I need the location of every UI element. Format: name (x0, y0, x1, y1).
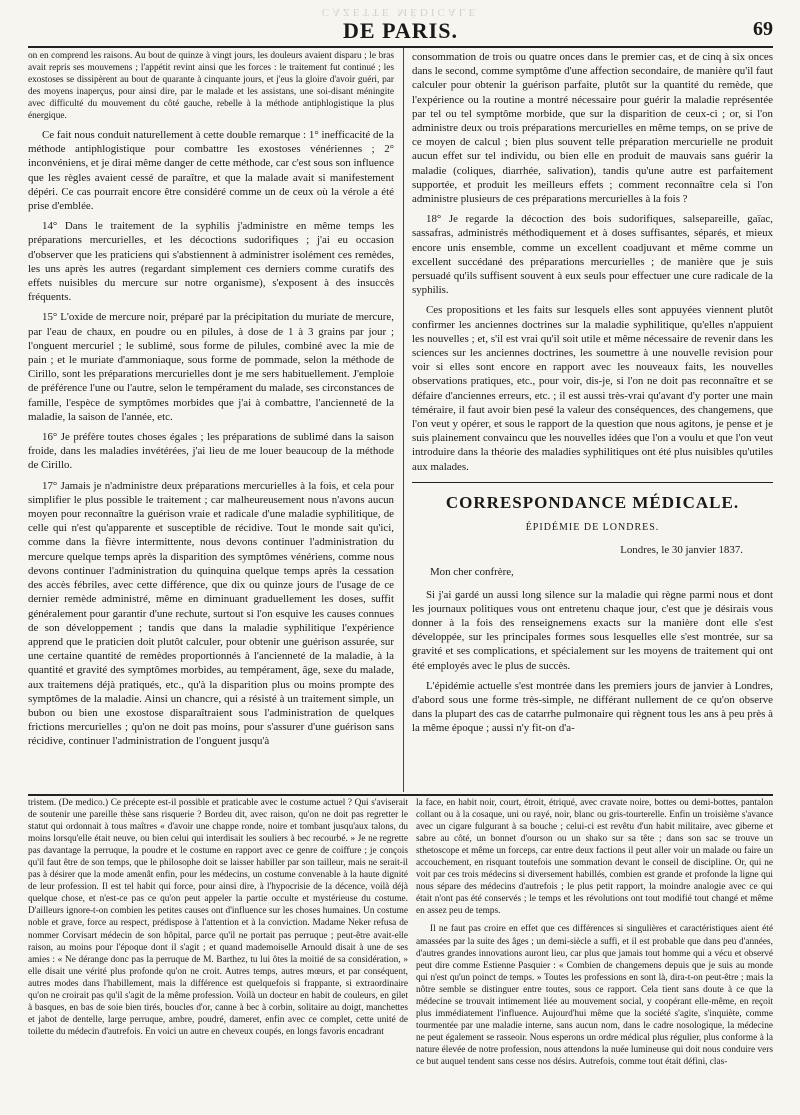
section-subtitle: ÉPIDÉMIE DE LONDRES. (525, 521, 660, 533)
header-rule (28, 46, 773, 48)
paragraph: Ces propositions et les faits sur lesquels elles sont appuyées viennent plutôt confirmer les anciennes doctrines sur la maladie syphilitique, qu'elles n'appuient les nouvelles ; et, s'il est vrai qu'il soit utile et même nécessaire de revenir dans les sciences sur les anciennes doctrines, les soumettre à une nouvelle revision pour voir si elles sont encore en rapport avec les nouveaux faits, les nouvelles observations pratiques, etc., pour voir, dis-je, si l'on ne doit pas reconnaître et se défaire d'anciennes erreurs, etc. ; il est aussi très-vrai qu'avant d'y porter une main téméraire, il faut avoir bien pesé la valeur des conséquences, des changemens, que l'on veut y opérer, et sous le rapport de la question que nous agitons, je pense et je suis plainement convaincu que les nouvelles idées que l'on a voulu et que l'on veut introduire dans la théorie des maladies syphilitiques ont été plus nuisibles qu'utiles aux malades. (412, 304, 773, 473)
letter-date: Londres, le 30 janvier 1837. (620, 544, 743, 557)
left-column (28, 50, 394, 792)
page-number: 69 (753, 18, 773, 40)
paragraph: consommation de trois ou quatre onces dans le premier cas, et de cinq à six onces dans le second, comme symptôme d'une affection secondaire, de manière qu'il faut calculer pour obtenir la guérison parfaite, plutôt sur la quantité du remède, que l'expérience ou la routine a montré nécessaire pour guérir la maladie représentée par tel ou tel symptôme morbide, que sur la disparition de ceux-ci ; or, si l'on administre deux ou trois préparations mercurielles en même temps, on se prive de ce moyen de calcul ; bien plus souvent telle préparation mercurielle ne produit aucun effet sur tel individu, ou bien elle en produit de mauvais sans guérir la maladie (coliques, diarrhée, salivation), tandis qu'une autre est parfaitement supportée, et produit les meilleurs effets ; comment reconnaître cela si l'on administre plusieurs de ces préparations mercurielles à la fois ? (412, 51, 773, 206)
paragraph: L'épidémie actuelle s'est montrée dans les premiers jours de janvier à Londres, d'abord sous une forme très-simple, ne différant nullement de ce qu'on observe dans la plupart des cas de catarrhe pulmonaire qui règnent tous les ans à peu près à la même époque ; aussi n'y fit-on d'a- (412, 679, 773, 735)
letter-salutation: Mon cher confrère, (430, 566, 514, 579)
paragraph: 15° L'oxide de mercure noir, préparé par la précipitation du muriate de mercure, par l'eau de chaux, en poudre ou en pilules, à dose de 1 à 3 grains par jour ; l'onguent mercuriel ; le sublimé, sous forme de pilules, combiné avec la mie de pain ; et le muriate d'ammoniaque, sous forme de pommade, selon la méthode de Cirillo, sont les préparations mercurielles dont je me sers habituellement. J'emploie de préférence l'une ou l'autre, selon le tempérament du malade, ses circonstances de famille, l'espèce de symptômes morbides que j'ai à combattre, l'ancienneté de la maladie, la saison de l'année, etc. (28, 311, 394, 423)
column-divider (403, 48, 404, 792)
paragraph: tristem. (De medico.) Ce précepte est-il possible et praticable avec le costume actuel ? Qui s'aviserait de soutenir une pareille thèse sans risquerie ? Bordeu dit, avec raison, qu'on ne doit pas regretter le statut qui ordonnait à tous maîtres « d'avoir une chappe ronde, noire et tombant jusqu'aux talons, du moins lorsqu'elle était neuve, ou bien celui qui interdisait les souliers à bec recourbé. » Je ne regrette pas davantage la perruque, la poudre et le costume en rapport avec ce genre de coiffure ; je conçois qu'il faut être de son temps, que le philosophe doit se laisser habiller par son tailleur, mais ne serait-il pas à désirer que la mode amenât enfin, pour les médecins, un costume convenable à la haute dignité de leur profession. Il est tel habit qui force, pour ainsi dire, à l'hypocrisie de la décence, voilà déjà quelque chose, et n'est-ce pas ce qu'on peut appeler la partie occulte et mystérieuse du costume. D'ailleurs ignore-t-on combien les petites causes ont d'influence sur les choses humaines. Un costume noble et grave, force au respect, prédispose à l'attention et à la conviction. Madame Neker refusa de nommer Corvisart médecin de son hôpital, parce qu'il ne portait pas perruque ; peut-être avait-elle raison, au moins pour l'époque dont il s'agit ; et quand mademoiselle Arnould disait à une de ses amies : « Ne dérange donc pas la perruque de M. Barthez, tu lui ôtes la moitié de sa considération, » elle disait une vérité plus profonde qu'on ne croit. Autres temps, autres mœurs, et par conséquent, autres modes dans l'habillement, mais la différence est quelquefois si frappante, si extraordinaire qu'on ne croirait pas qu'il s'agit de la même profession. Voilà un docteur en habit de couleurs, en gilet à basques, en bas de soie bien tirés, boucles d'or, canne à bec à corbin, solitaire au doigt, manchettes et jabot de dentelle, large perruque, ambre, poudré, dameret, enfin avec ce complet, cette unité de toilette du médecin d'autrefois. En voici un autre en cheveux coupés, en longs favoris encadrant (28, 798, 408, 1037)
bleed-through-text: CAZETTE MÉDICALE (321, 6, 479, 18)
feuilleton-rule (28, 794, 773, 796)
paragraph: 17° Jamais je n'administre deux préparations mercurielles à la fois, et cela pour simplifier le plus possible le traitement ; car malheureusement nous n'avons aucun moyen pour reconnaître la guérison vraie et radicale d'une maladie syphilitique, de celle qui n'est qu'apparente et susceptible de récidive. Tout le monde sait qu'ici, comme dans la fièvre intermittente, nous devons continuer l'administration du mercure quelque temps après la disparition des symptômes vénériens, comme nous devons continuer l'administration du quinquina quelque temps après la cessation des accès fébriles, avec cette différence, que dix ou quinze jours de l'usage de ce dernier remède administré, même en diminuant graduellement les doses, suffit généralement pour garantir d'une rechute, surtout si l'on esquive les causes connues de son développement ; tandis que dans la maladie syphilitique l'expérience apprend que le praticien doit plutôt calculer, pour obtenir une guérison assurée, sur une certaine quantité de remèdes proportionnés à l'ancienneté de la maladie, à la quantité et gravité des symptômes morbides, au tempérament, âge, sexe du malade, aux traitemens déjà pratiqués, etc., qu'à la disparition plus ou moins prompte des symptômes de la maladie. Ainsi un chancre, qui a résisté à un traitement simple, un bubon ou bien une exostose disparaîtraient sous l'administration de quelques frictions mercurielles ; qu'on ne doit pas moins, pour s'assurer d'une guérison sans récidive, continuer l'administration de l'onguent jusqu'à (28, 479, 394, 748)
paragraph: 16° Je préfère toutes choses égales ; les préparations de sublimé dans la saison froide, dans les maladies invétérées, j'ai lieu de me louer beaucoup de la méthode de Cirillo. (28, 431, 394, 472)
paragraph: Si j'ai gardé un aussi long silence sur la maladie qui règne parmi nous et dont les journaux politiques vous ont entretenu chaque jour, c'est que je désirais vous donner à la fois des renseignemens exacts sur la manière dont elle s'est développée, sur les principales formes sous lesquelles elle s'est montrée, sur sa gravité et ses complications, et spécialement sur les moyens de traitement qui ont été employés avec le plus de succès. (412, 588, 773, 672)
right-column (412, 50, 773, 792)
paragraph: Il ne faut pas croire en effet que ces différences si singulières et caractéristiques aient été amassées par la suite des âges ; un demi-siècle a suffi, et il est probable que dans peu d'années, d'autres grandes innovations auront lieu, car plus que jamais tout homme qui a vécu et observé peut dire comme Estienne Pasquier : « Combien de changemens depuis que je suis au monde qui n'est qu'un poinct de temps. » Toutes les professions en sont là, dira-t-on peut-être ; mais la nôtre semble se distinguer entre toutes, sous ce rapport. Cela tient sans doute à ce que la médecine se trouvait intimement liée au mouvement social, y coopérant elle-même, en reçoit plus immédiatement l'influence. Aujourd'hui même que la société s'agite, s'inquiète, comme tourmentée par une maladie interne, sans aucun nom, dans le cadre nosologique, la médecine ne peut également se rasseoir. Nous esperons un ordre médical plus régulier, plus conforme à la nature élevée de notre profession, nous attendons la nuée lumineuse qui doit nous conduire vers ce but auquel tendent sans cesse nos désirs. Autrefois, comme tout était défini, clas- (416, 924, 773, 1067)
paragraph: Ce fait nous conduit naturellement à cette double remarque : 1° inefficacité de la méthode antiphlogistique pour combattre les exostoses vénériennes ; 2° inconvéniens, et je dirai même danger de cette méthode, car c'est sous son influence que les règles avaient cessé de paraître, et que la malade avait si manifestement dépéri. Ce cas pourrait encore être considéré comme un de ceux où la vérole a été prise d'emblée. (28, 129, 394, 213)
journal-title: DE PARIS. (343, 18, 458, 43)
paragraph: 18° Je regarde la décoction des bois sudorifiques, salsepareille, gaïac, sassafras, administrés méthodiquement et à doses suffisantes, séparés, et mieux encore unis ensemble, comme un excellent coadjuvant et même comme un excellent succédané des préparations mercurielles ; de manière que je suis persuadé qu'ils suffisent souvent à eux seuls pour effectuer une cure radicale de la syphilis. (412, 213, 773, 297)
paragraph: la face, en habit noir, court, étroit, étriqué, avec cravate noire, bottes ou demi-bottes, pantalon collant ou à la cosaque, uni ou rayé, noir, blanc ou gris-tourterelle. Enfin un troisième s'avance avec un cigare fulgurant à sa bouche ; celui-ci est revêtu d'un habit militaire, avec giberne et sabre au côté, un bonnet d'ourson ou un shako sur sa tête ; dans son sac se trouve un sthetoscope et même un forceps, car entre deux factions il peut aller voir un malade ou faire un accouchement, en risquant toutefois une sommation devant le conseil de discipline. Or, qui ne voit par ces trois médecins si diversement habillés, combien est grande et profonde la ligne qui nous sépare des médecins d'autrefois ; le plus petit rapport, la moindre analogie avec ce qui était n'ont pas été conservés ; le temps et les révolutions ont tout modifié tout changé et même en assez peu de temps. (416, 798, 773, 917)
page-header (28, 14, 773, 44)
paragraph: on en comprend les raisons. Au bout de quinze à vingt jours, les douleurs avaient disparu ; le bras avait repris ses mouvemens ; l'appétit revint ainsi que les forces : le traitement fut continué ; les exostoses se dissipèrent au bout de quarante à cinquante jours, et j'eus la gloire d'avoir guéri, par des moyens inaperçus, pour ainsi dire, par le malade et les assistans, une soi-disant méningite avec difficulté du mouvement du côté gauche, rebelle à la méthode antiphlogistique la plus énergique. (28, 51, 394, 121)
paragraph: 14° Dans le traitement de la syphilis j'administre en même temps les préparations mercurielles, et les décoctions sudorifiques ; j'ai eu occasion d'observer que les praticiens qui s'abstiennent à administrer isolément ces remèdes, les uns après les autres (regardant simplement ces derniers comme curatifs des effets nuisibles du mercure sur notre organisme), s'exposent à des insuccès fréquents. (28, 220, 394, 304)
section-rule (412, 482, 773, 483)
feuilleton-right-column (416, 797, 773, 1109)
feuilleton-left-column (28, 797, 408, 1109)
section-title: CORRESPONDANCE MÉDICALE. (445, 492, 740, 512)
